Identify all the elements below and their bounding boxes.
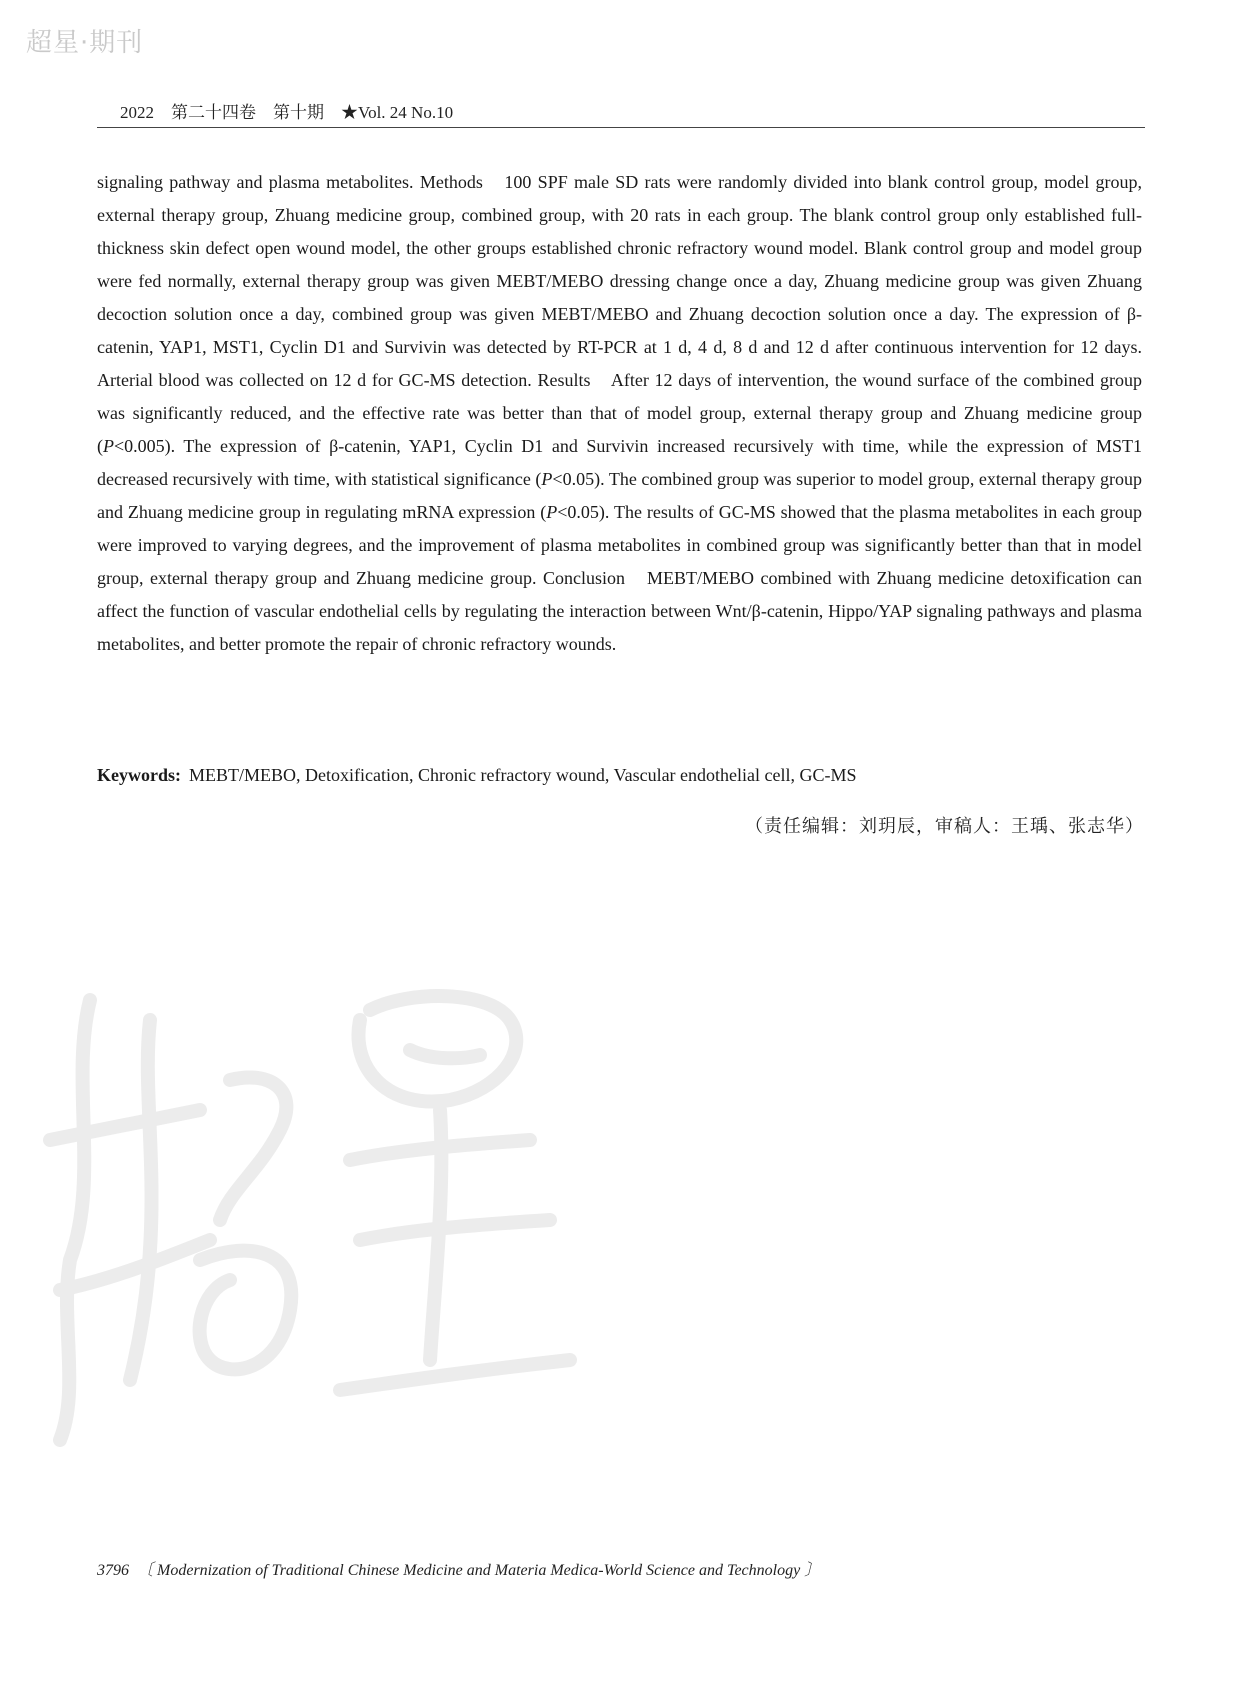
abstract-text-part-2: <0.005). The expression of β-catenin, YAP1, Cyclin D1 and Survivin increased recursively with time, while the expression of MST1 decreased recursively with time, with statistical significance ( — [97, 436, 1142, 489]
running-head: 2022 第二十四卷 第十期 ★Vol. 24 No.10 — [120, 103, 454, 122]
keywords-text: MEBT/MEBO, Detoxification, Chronic refractory wound, Vascular endothelial cell, GC-MS — [189, 765, 857, 785]
abstract-text-part-3: <0.05). The combined group was superior to model group, external therapy group and Zhuang medicine group in regulating mRNA expression ( — [97, 469, 1142, 522]
p-value-symbol: P — [546, 502, 558, 522]
keywords-label: Keywords: — [97, 765, 181, 785]
brand-logo-text: 超星·期刊 — [26, 28, 144, 58]
keywords-line — [97, 759, 1142, 792]
abstract-body — [97, 166, 1142, 661]
header-divider — [97, 127, 1145, 128]
page-number: 3796 — [97, 1562, 129, 1579]
abstract-text-part-4: <0.05). The results of GC-MS showed that the plasma metabolites in each group were improved to varying degrees, and the improvement of plasma metabolites in combined group was significantly better than that in model group, external therapy group and Zhuang medicine group. Conclusion MEBT/MEBO combined with Zhuang medicine detoxification can affect the function of vascular endothelial cells by regulating the interaction between Wnt/β-catenin, Hippo/YAP signaling pathways and plasma metabolites, and better promote the repair of chronic refractory wounds. — [97, 502, 1142, 654]
page-footer — [97, 1557, 820, 1580]
abstract-text-part-1: signaling pathway and plasma metabolites. Methods 100 SPF male SD rats were randomly divided into blank control group, model group, external therapy group, Zhuang medicine group, combined group, with 20 rats in each group. The blank control group only established full-thickness skin defect open wound model, the other groups established chronic refractory wound model. Blank control group and model group were fed normally, external therapy group was given MEBT/MEBO dressing change once a day, Zhuang medicine group was given Zhuang decoction solution once a day, combined group was given MEBT/MEBO and Zhuang decoction solution once a day. The expression of β-catenin, YAP1, MST1, Cyclin D1 and Survivin was detected by RT-PCR at 1 d, 4 d, 8 d and 12 d after continuous intervention for 12 days. Arterial blood was collected on 12 d for GC-MS detection. Results After 12 days of intervention, the wound surface of the combined group was significantly reduced, and the effective rate was better than that of model group, external therapy group and Zhuang medicine group ( — [97, 172, 1142, 456]
editor-credits: （责任编辑：刘玥辰，审稿人：王瑀、张志华） — [745, 816, 1144, 837]
watermark-image — [30, 960, 590, 1480]
p-value-symbol: P — [103, 436, 114, 456]
journal-name: 〔 Modernization of Traditional Chinese Medicine and Materia Medica-World Science and Technology 〕 — [145, 1562, 821, 1579]
p-value-symbol: P — [541, 469, 553, 489]
